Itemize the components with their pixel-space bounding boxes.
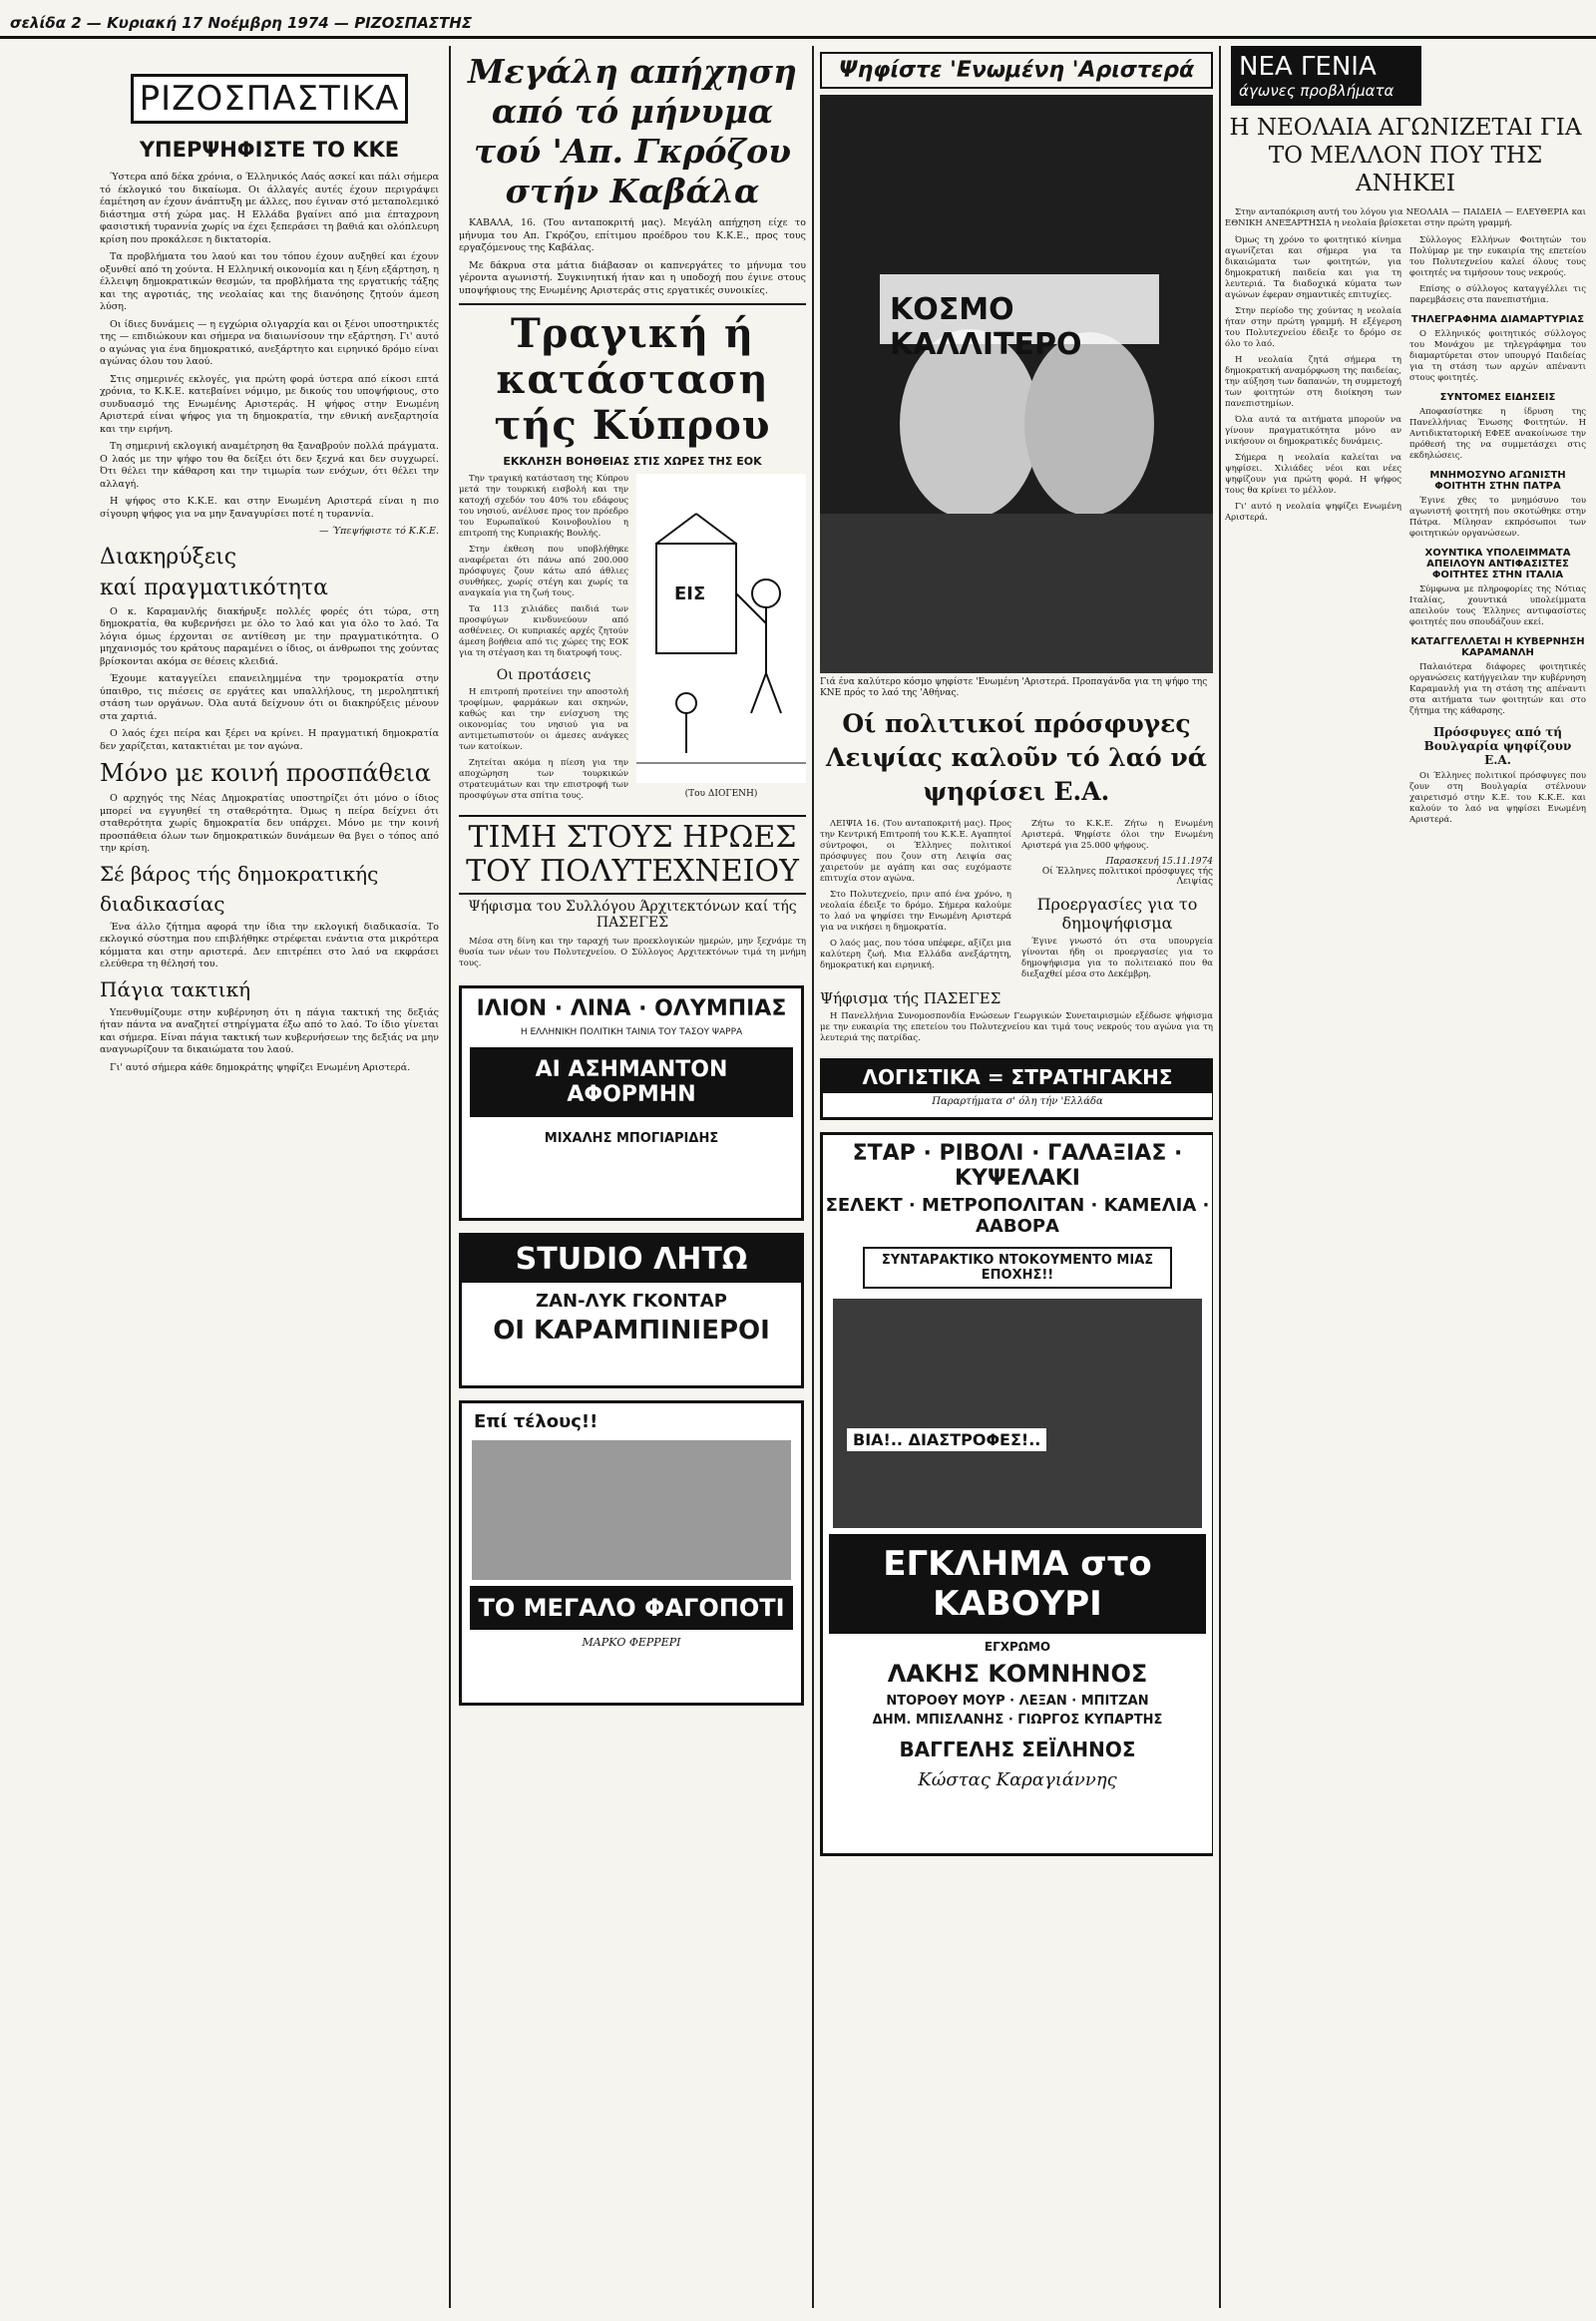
headline: ΥΠΕΡΨΗΦΙΣΤΕ ΤΟ ΚΚΕ (139, 138, 400, 162)
ad-subtitle: Η ΕΛΛΗΝΙΚΗ ΠΟΛΙΤΙΚΗ ΤΑΙΝΙΑ ΤΟΥ ΤΑΣΟΥ ΨΑΡΡΑ (520, 1027, 743, 1037)
header-rule (0, 36, 1596, 39)
ad-logistika (820, 1058, 1213, 1120)
paragraph: Έγινε γνωστό ότι στα υπουργεία γίνονται ήδη οι προεργασίες για το δημοψήφισμα για το πολιτειακό που θα διεξαχθεί μέσα στο Δεκέμβρη. (1021, 937, 1213, 979)
vote-banner: Ψηφίστε 'Ενωμένη 'Αριστερά (820, 52, 1213, 89)
ad-producer: Κώστας Καραγιάννης (918, 1769, 1117, 1790)
photo-caption: Γιά ένα καλύτερο κόσμο ψηφίστε 'Ενωμένη 'Αριστερά. Προπαγάνδα για τη ψήφο της ΚΝΕ πρός το λαό της 'Αθήνας. (820, 677, 1208, 698)
paragraph: Η Πανελλήνια Συνομοσπονδία Ενώσεων Γεωργικών Συνεταιρισμών εξέδωσε ψήφισμα με την ευκαιρία της επετείου του Πολυτεχνείου και τιμά τους νεκρούς του αγώνα για τη λευτεριά της πατρίδας. (820, 1011, 1213, 1043)
subhead: Ψήφισμα του Συλλόγου Άρχιτεκτόνων καί τής ΠΑΣΕΓΕΣ (468, 899, 797, 931)
paragraph: Ο λαός μας, που τόσα υπέφερε, αξίζει μια καλύτερη ζωή. Μια Ελλάδα ανεξάρτητη, δημοκρατική και ειρηνική. (820, 939, 1011, 970)
box-subtitle: άγωνες προβλήματα (1239, 82, 1395, 100)
photo-placard-text: ΚΟΣΜΟ ΚΑΛΛΙΤΕΡΟ (890, 292, 1082, 362)
paragraph: Στην ανταπόκριση αυτή του λόγου για ΝΕΟΛΑΙΑ — ΠΑΙΔΕΙΑ — ΕΛΕΥΘΕΡΙΑ και ΕΘΝΙΚΗ ΑΝΕΞΑΡΤΗΣΙΑ η νεολαία βρίσκεται στην πρώτη γραμμή. (1225, 207, 1586, 228)
cartoon-drawing-icon (636, 474, 806, 783)
news-heading: ΧΟΥΝΤΙΚΑ ΥΠΟΛΕΙΜΜΑΤΑ ΑΠΕΙΛΟΥΝ ΑΝΤΙΦΑΣΙΣΤΕΣ ΦΟΙΤΗΤΕΣ ΣΤΗΝ ΙΤΑΛΙΑ (1424, 548, 1571, 580)
cartoon-ballot-text: ΕΙΣ (674, 583, 706, 604)
ad-cast: ΝΤΟΡΟΘΥ ΜΟΥΡ · ΛΕΞΑΝ · ΜΠΙΤΖΑΝ (886, 1694, 1149, 1709)
news-heading: ΚΑΤΑΓΓΕΛΛΕΤΑΙ Η ΚΥΒΕΡΝΗΣΗ ΚΑΡΑΜΑΝΛΗ (1410, 636, 1585, 658)
cinema-ad-egklima (820, 1132, 1213, 1856)
paragraph: Στην περίοδο της χούντας η νεολαία ήταν στην πρώτη γραμμή. Η εξέγερση του Πολυτεχνείου έδειξε το δρόμο σε όλο το λαό. (1225, 306, 1401, 349)
paragraph: Η νεολαία ζητά σήμερα τη δημοκρατική αναμόρφωση της παιδείας, την αύξηση των δαπανών, τη συμμετοχή των φοιτητών στη διοίκηση των πανεπιστημίων. (1225, 355, 1401, 409)
column-rizospastika (100, 46, 439, 2310)
paragraph: Γι' αυτό η νεολαία ψηφίζει Ενωμένη Αριστερά. (1225, 502, 1401, 523)
paragraph: Τα προβλήματα του λαού και του τόπου έχουν αυξηθεί και έχουν οξυνθεί από τη χούντα. Η Ελληνική οικονομία και η ξένη εξάρτηση, η έλλειψη δημοκρατικών θεσμών, τα προβλήματα της εργατικής τάξης και της αγροτιάς, της νεολαίας και της διανόησης ζητούν άμεση λύση. (100, 251, 439, 312)
paragraph: Έγινε χθες το μνημόσυνο του αγωνιστή φοιτητή που σκοτώθηκε στην Πάτρα. Μίλησαν εκπρόσωποι των φοιτητικών οργανώσεων. (1409, 496, 1586, 539)
ad-title: STUDIO ΛΗΤΩ (462, 1236, 801, 1283)
nea-genia-box (1231, 46, 1421, 106)
paragraph: Οι Έλληνες πολιτικοί πρόσφυγες που ζουν στη Βουλγαρία στέλνουν χαιρετισμό στην Κ.Ε. του Κ.Κ.Ε. και καλούν το λαό να ψηφίσει Ενωμένη Αριστερά. (1409, 771, 1586, 825)
paragraph: ΛΕΙΨΙΑ 16. (Του ανταποκριτή μας). Προς την Κεντρική Επιτροπή του Κ.Κ.Ε. Αγαπητοί σύντροφοι, οι Έλληνες πολιτικοί πρόσφυγες που ζουν στη Λειψία σας χαιρετούν με αγάπη και σας ευχόμαστε επιτυχία στον αγώνα. (820, 819, 1011, 884)
headline-grozos: Μεγάλη απήχηση από τό μήνυμα τού 'Απ. Γκρόζου στήν Καβάλα (468, 52, 797, 210)
paragraph: Η επιτροπή προτείνει την αποστολή τροφίμων, φαρμάκων και σκηνών, καθώς και την ενίσχυση της οικονομίας του νησιού για να αντιμετωπιστούν οι άμεσες ανάγκες των κατοίκων. (459, 687, 628, 752)
column-united-left (820, 46, 1213, 2310)
paragraph: Ζήτω το Κ.Κ.Ε. Ζήτω η Ενωμένη Αριστερά. Ψηφίστε όλοι την Ενωμένη Αριστερά για 25.000 ψήφους. (1021, 819, 1213, 851)
divider (459, 303, 806, 305)
paragraph: Ο Ελληνικός φοιτητικός σύλλογος του Μονάχου με τηλεγράφημα του διαμαρτύρεται στον υπουργό Παιδείας για τη στάση των αρχών απέναντι στους φοιτητές. (1409, 329, 1586, 383)
paragraph: Με δάκρυα στα μάτια διάβασαν οι καπνεργάτες το μήνυμα του γέροντα αγωνιστή. Συγκινητική ήταν και η υποδοχή που έγινε στους υποψήφιους της Ενωμένης Αριστεράς στις εργατικές συνοικίες. (459, 259, 806, 296)
cinema-ad-ilion (459, 985, 804, 1221)
column-rule (1219, 46, 1221, 2308)
ad-tagline: ΣΥΝΤΑΡΑΚΤΙΚΟ ΝΤΟΚΟΥΜΕΝΤΟ ΜΙΑΣ ΕΠΟΧΗΣ!! (863, 1247, 1172, 1289)
paragraph: Η ψήφος στο Κ.Κ.Ε. και στην Ενωμένη Αριστερά είναι η πιο σίγουρη ψήφος για να μην ξαναγυρίσει ποτέ η τυραννία. (100, 496, 439, 520)
headline-leipzig: Οί πολιτικοί πρόσφυγες Λειψίας καλοῦν τό λαό νά ψηφίσει Ε.Α. (826, 709, 1207, 806)
paragraph: Στις σημερινές εκλογές, για πρώτη φορά ύστερα από είκοσι επτά χρόνια, το Κ.Κ.Ε. κατεβαίνει νόμιμο, με δικούς του υποψήφιους, στο συνδυασμό της Ενωμένης Αριστεράς. Η ψήφος στην Ενωμένη Αριστερά είναι ψήφος για τη δημοκρατία, την εθνική ανεξαρτησία και την ειρήνη. (100, 373, 439, 435)
headline-polytechnic: ΤΙΜΗ ΣΤΟΥΣ ΗΡΩΕΣ ΤΟΥ ΠΟΛΥΤΕΧΝΕΙΟΥ (466, 820, 799, 889)
ad-film-name: ΑΙ ΑΣΗΜΑΝΤΟΝ ΑΦΟΡΜΗΝ (470, 1047, 793, 1117)
paragraph: Μέσα στη δίνη και την ταραχή των προεκλογικών ημερών, μην ξεχνάμε τη θυσία των νέων του Πολυτεχνείου. Ο Σύλλογος Αρχιτεκτόνων τιμά τη μνήμη τους. (459, 937, 806, 968)
ad-cast: ΜΙΧΑΛΗΣ ΜΠΟΓΙΑΡΙΔΗΣ (544, 1131, 719, 1146)
ad-subtitle: Παραρτήματα σ' όλη τήν 'Ελλάδα (932, 1096, 1103, 1107)
paragraph: Στην έκθεση που υποβλήθηκε αναφέρεται ότι πάνω από 200.000 πρόσφυγες ζουν κάτω από άθλιες συνθήκες, χωρίς στέγη και χωρίς τα αναγκαία για τη ζωή τους. (459, 545, 628, 598)
ad-quote: ΒΙΑ!.. ΔΙΑΣΤΡΟΦΕΣ!.. (847, 1428, 1046, 1451)
paragraph: Επίσης ο σύλλογος καταγγέλλει τις παρεμβάσεις στα πανεπιστήμια. (1409, 284, 1586, 305)
ad-director: ΜΑΡΚΟ ΦΕΡΡΕΡΙ (582, 1636, 681, 1649)
ad-star: ΛΑΚΗΣ ΚΟΜΝΗΝΟΣ (887, 1660, 1148, 1688)
news-heading: Πρόσφυγες από τή Βουλγαρία ψηφίζουν Ε.Α. (1423, 725, 1572, 767)
paragraph: Στο Πολυτεχνείο, πριν από ένα χρόνο, η νεολαία έδειξε το δρόμο. Σήμερα καλούμε το λαό να ψηφίσει την Ενωμένη Αριστερά για να νικήσει η δημοκρατία. (820, 890, 1011, 933)
cinema-ad-fagopoti (459, 1400, 804, 1706)
cinema-ad-studio-lito (459, 1233, 804, 1388)
paragraph: Τη σημερινή εκλογική αναμέτρηση θα ξαναβρούν πολλά πράγματα. Ο λαός με την ψήφο του θα δείξει ότι δεν ξεχνά και δεν συγχωρεί. Ότι θέλει την κάθαρση και την τιμωρία των ενόχων, ότι θέλει την αλλαγή. (100, 441, 439, 490)
subhead: Προεργασίες για το δημοψήφισμα (1036, 895, 1198, 933)
column-rule (812, 46, 814, 2308)
paragraph: Αποφασίστηκε η ίδρυση της Πανελλήνιας Ένωσης Φοιτητών. Η Αντιδικτατορική ΕΦΕΕ ανακοίνωσε την πρόθεσή της να συμμετάσχει στις εκδηλώσεις. (1409, 407, 1586, 461)
paragraph: Σήμερα η νεολαία καλείται να ψηφίσει. Χιλιάδες νέοι και νέες ψηφίζουν για πρώτη φορά. Η ψήφος τους θα κρίνει το μέλλον. (1225, 453, 1401, 496)
paragraph: Γι' αυτό σήμερα κάθε δημοκράτης ψηφίζει Ενωμένη Αριστερά. (110, 1061, 411, 1073)
paragraph: Ζητείται ακόμα η πίεση για την αποχώρηση των τουρκικών στρατευμάτων και την επιστροφή των προσφύγων στα σπίτια τους. (459, 758, 628, 801)
ad-photo (833, 1299, 1202, 1528)
paragraph: Οι ίδιες δυνάμεις — η εγχώρια ολιγαρχία και οι ξένοι υποστηρικτές της — επιδιώκουν και σήμερα να διαιωνίσουν την εξάρτηση. Γι' αυτό ο αγώνας για ένα δημοκρατικό, ανεξάρτητο και ειρηνικό δρόμο είναι αγώνας όλου του λαού. (100, 318, 439, 367)
paragraph: Ο κ. Καραμανλής διακήρυξε πολλές φορές ότι τώρα, στη δημοκρατία, θα κυβερνήσει με όλο το λαό και για όλο το λαό. Τα λόγια όμως έρχονται σε αντίθεση με την πραγματικότητα. Ο μηχανισμός του κράτους παραμένει ο ίδιος, οι άνθρωποι της χούντας βρίσκονται ακόμα σε θέσεις κλειδιά. (100, 605, 439, 667)
paragraph: Έχουμε καταγγείλει επανειλημμένα την τρομοκρατία στην ύπαιθρο, τις πιέσεις σε εργάτες και υπαλλήλους, τη μεροληπτική στάση των οργάνων. Όλα αυτά δείχνουν ότι οι διακηρύξεις μένουν στα χαρτιά. (100, 673, 439, 722)
ad-film-name: ΕΓΚΛΗΜΑ στο ΚΑΒΟΥΡΙ (829, 1534, 1206, 1634)
signature: Οί Έλληνες πολιτικοί πρόσφυγες τής Λειψίας (1041, 867, 1213, 887)
column-news-middle (459, 46, 806, 2310)
ad-film-name: ΟΙ ΚΑΡΑΜΠΙΝΙΕΡΟΙ (493, 1316, 770, 1346)
subhead: Διακηρύξεις (100, 544, 237, 570)
subhead-cyprus: ΕΚΚΛΗΣΗ ΒΟΗΘΕΙΑΣ ΣΤΙΣ ΧΩΡΕΣ ΤΗΣ ΕΟΚ (503, 455, 762, 468)
paragraph: Την τραγική κατάσταση της Κύπρου μετά την τουρκική εισβολή και την κατοχή σχεδόν του 40% του εδάφους του νησιού, ανέλυσε προς τον πρόεδρο του Ευρωπαϊκού Κοινοβουλίου η επιτροπή της Κυπριακής Βουλής. (459, 474, 628, 539)
subhead: Σέ βάρος τής δημοκρατικής (100, 861, 379, 886)
ad-director: ΖΑΝ-ΛΥΚ ΓΚΟΝΤΑΡ (536, 1291, 727, 1312)
news-heading: ΣΥΝΤΟΜΕΣ ΕΙΔΗΣΕΙΣ (1439, 392, 1556, 403)
ad-tagline: Επί τέλους!! (474, 1411, 598, 1432)
paragraph: Ο λαός έχει πείρα και ξέρει να κρίνει. Η πραγματική δημοκρατία δεν χαρίζεται, κατακτιέται με τον αγώνα. (100, 728, 439, 752)
paragraph: Τα 113 χιλιάδες παιδιά των προσφύγων κινδυνεύουν από ασθένειες. Οι κυπριακές αρχές ζητούν άμεση βοήθεια από τις χώρες της ΕΟΚ για τη στέγαση και τη διατροφή τους. (459, 604, 628, 658)
paragraph: Ένα άλλο ζήτημα αφορά την ίδια την εκλογική διαδικασία. Το εκλογικό σύστημα που επιβλήθηκε στρέφεται ενάντια στα μικρότερα κόμματα και στην αριστερά. Δεν επιτρέπει στο λαό να εκφράσει ελεύθερα τη θέλησή του. (100, 921, 439, 969)
paragraph: Σύλλογος Ελλήνων Φοιτητών του Πολύμαρ με την ευκαιρία της επετείου του Πολυτεχνείου καλεί όλους τους φοιτητές να τιμήσουν τους νεκρούς. (1409, 235, 1586, 278)
cartoon (636, 474, 806, 803)
paragraph: Υπενθυμίζουμε στην κυβέρνηση ότι η πάγια τακτική της δεξιάς ήταν πάντα να αναζητεί στηρίγματα έξω από το λαό. Το ίδιο γίνεται και σήμερα. Είναι πάγια τακτική των κυβερνήσεων της δεξιάς να μην αναγνωρίζουν τα δικαιώματα του λαού. (100, 1006, 439, 1055)
subhead: διαδικασίας (100, 891, 225, 916)
cartoon-caption: (Του ΔΙΟΓΕΝΗ) (684, 789, 758, 799)
column-rule (449, 46, 451, 2308)
ad-color-label: ΕΓΧΡΩΜΟ (984, 1640, 1051, 1654)
news-heading: ΤΗΛΕΓΡΑΦΗΜΑ ΔΙΑΜΑΡΤΥΡΙΑΣ (1410, 314, 1585, 325)
paragraph: Σύμφωνα με πληροφορίες της Νότιας Ιταλίας, χουντικά υπολείμματα απειλούν τους Έλληνες αντιφασίστες φοιτητές που σπουδάζουν εκεί. (1409, 584, 1586, 627)
dateline: Παρασκευή 15.11.1974 (1105, 857, 1213, 867)
paragraph: Όλα αυτά τα αιτήματα μπορούν να γίνουν πραγματικότητα μόνο αν νικήσουν οι δημοκρατικές δυνάμεις. (1225, 415, 1401, 447)
column-youth (1225, 46, 1586, 2310)
news-heading: ΜΝΗΜΟΣΥΝΟ ΑΓΩΝΙΣΤΗ ΦΟΙΤΗΤΗ ΣΤΗΝ ΠΑΤΡΑ (1429, 470, 1566, 492)
paragraph: Παλαιότερα διάφορες φοιτητικές οργανώσεις κατήγγειλαν την κυβέρνηση Καραμανλή για τη στάση της απέναντι στα αιτήματα των φοιτητών και στο ζήτημα της κάθαρσης. (1409, 662, 1586, 716)
ad-title: ΛΟΓΙΣΤΙΚΑ = ΣΤΡΑΤΗΓΑΚΗΣ (823, 1061, 1212, 1093)
ad-film-name: ΤΟ ΜΕΓΑΛΟ ΦΑΓΟΠΟΤΙ (470, 1586, 793, 1630)
campaign-photo (820, 95, 1213, 673)
subhead: Πάγια τακτική (100, 976, 251, 1001)
paragraph: Ύστερα από δέκα χρόνια, ο Έλληνικός Λαός ασκεί και πάλι σήμερα τό έκλογικό του δικαίωμα. Οι άλλαγές αυτές έχουν περιγράψει έαμέτηση αν έχουν άνάπτυξη με άλλες, που έγιναν στό μεταπολεμικό διάστημα στή χώρα μας. Η Ελλάδα βγαίνει από μια έπταχρονη φασιστική τυραννία χωρίς να έχει ξεπεράσει τη βαθιά και ολόπλευρη κρίση που προκάλεσε η δικτατορία. (100, 172, 439, 245)
subhead: Ψήφισμα τής ΠΑΣΕΓΕΣ (820, 989, 1001, 1007)
running-head: σελίδα 2 — Κυριακή 17 Νοέμβρη 1974 — ΡΙΖΟΣΠΑΣΤΗΣ (10, 14, 473, 32)
box-title: ΝΕΑ ΓΕΝΙΑ (1239, 52, 1377, 82)
subhead: καί πραγματικότητα (100, 575, 328, 600)
section-banner: ΡΙΖΟΣΠΑΣΤΙΚΑ (131, 74, 409, 124)
ad-title: ΙΛΙΟΝ · ΛΙΝΑ · ΟΛΥΜΠΙΑΣ (476, 996, 787, 1021)
ad-cast: ΔΗΜ. ΜΠΙΣΛΑΝΗΣ · ΓΙΩΡΓΟΣ ΚΥΠΑΡΤΗΣ (872, 1713, 1163, 1728)
subhead: Μόνο με κοινή προσπάθεια (100, 759, 432, 787)
paragraph: Όμως τη χρόνο το φοιτητικό κίνημα αγωνίζεται και σήμερα για τα δικαιώματα των φοιτητών, για δημοκρατική παιδεία και για τη λευτεριά. Τα διαδοχικά κύματα των αγώνων έφεραν σημαντικές επιτυχίες. (1225, 235, 1401, 300)
ad-photo (472, 1440, 791, 1580)
signoff: — Ύπεψήφιστε τό Κ.Κ.Ε. (319, 526, 439, 537)
headline-youth: Η ΝΕΟΛΑΙΑ ΑΓΩΝΙΖΕΤΑΙ ΓΙΑ ΤΟ ΜΕΛΛΟΝ ΠΟΥ ΤΗΣ ΑΝΗΚΕΙ (1229, 115, 1582, 196)
paragraph: ΚΑΒΑΛΑ, 16. (Του ανταποκριτή μας). Μεγάλη απήχηση είχε το μήνυμα του Απ. Γκρόζου, επίτιμου προέδρου του Κ.Κ.Ε., προς τους εργαζόμενους της Καβάλας. (459, 217, 806, 253)
campaign-photo-image-icon (820, 95, 1213, 673)
ad-cinemas: ΣΕΛΕΚΤ · ΜΕΤΡΟΠΟΛΙΤΑΝ · ΚΑΜΕΛΙΑ · ΑΑΒΟΡΑ (825, 1195, 1210, 1237)
ad-director: ΒΑΓΓΕΛΗΣ ΣΕΪΛΗΝΟΣ (899, 1738, 1136, 1761)
paragraph: Ο αρχηγός της Νέας Δημοκρατίας υποστηρίζει ότι μόνο ο ίδιος μπορεί να εγγυηθεί τη σταθερότητα. Όμως η πείρα δείχνει ότι σταθερότητα χωρίς δημοκρατία δεν υπάρχει. Μόνο με την κοινή προσπάθεια όλων των δημοκρατικών δυνάμεων θα βγει ο τόπος από την κρίση. (100, 793, 439, 854)
headline-cyprus: Τραγική ή κατάσταση τής Κύπρου (494, 310, 771, 449)
ad-cinemas: ΣΤΑΡ · ΡΙΒΟΛΙ · ΓΑΛΑΞΙΑΣ · ΚΥΨΕΛΑΚΙ (852, 1141, 1183, 1191)
subhead: Οι προτάσεις (496, 667, 592, 683)
